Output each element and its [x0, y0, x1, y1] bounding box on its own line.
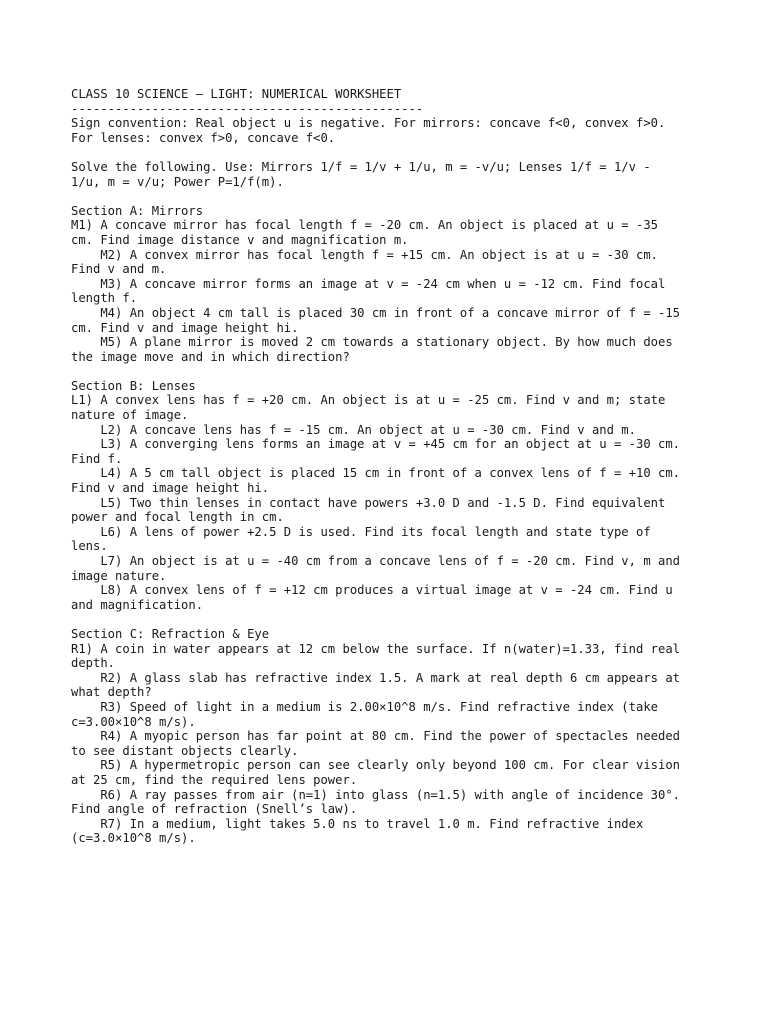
question-line: image nature. — [71, 568, 167, 583]
question — [71, 496, 711, 525]
question-line: (c=3.0×10^8 m/s). — [71, 831, 196, 846]
question-line: R5) A hypermetropic person can see clearly only beyond 100 cm. For clear vision — [71, 758, 681, 773]
blank-line — [71, 145, 711, 160]
question-line: Find angle of refraction (Snell’s law). — [71, 802, 358, 817]
section-heading: Section C: Refraction & Eye — [71, 626, 270, 641]
question-line: nature of image. — [71, 408, 189, 423]
question — [71, 729, 711, 758]
question-line: L2) A concave lens has f = -15 cm. An object at u = -30 cm. Find v and m. — [71, 422, 636, 437]
question — [71, 554, 711, 583]
question — [71, 583, 711, 612]
question-line: R2) A glass slab has refractive index 1.5. A mark at real depth 6 cm appears at — [71, 670, 681, 685]
question-line: Find f. — [71, 451, 123, 466]
sections-container — [71, 189, 711, 846]
question — [71, 248, 711, 277]
question-line: R3) Speed of light in a medium is 2.00×10^8 m/s. Find refractive index (take — [71, 699, 658, 714]
question-line: M5) A plane mirror is moved 2 cm towards a stationary object. By how much does — [71, 335, 673, 350]
question-line: at 25 cm, find the required lens power. — [71, 772, 358, 787]
question — [71, 437, 711, 466]
question-line: L5) Two thin lenses in contact have powers +3.0 D and -1.5 D. Find equivalent — [71, 495, 666, 510]
question-line: length f. — [71, 291, 138, 306]
section — [71, 204, 711, 365]
question-line: L6) A lens of power +2.5 D is used. Find its focal length and state type of — [71, 524, 651, 539]
question-line: Find v and m. — [71, 262, 167, 277]
section — [71, 379, 711, 613]
question-line: R1) A coin in water appears at 12 cm below the surface. If n(water)=1.33, find real — [71, 641, 681, 656]
question-line: depth. — [71, 656, 116, 671]
question — [71, 671, 711, 700]
title-rule: ------------------------------------------------ — [71, 101, 424, 116]
question — [71, 466, 711, 495]
question-line: what depth? — [71, 685, 152, 700]
question — [71, 218, 711, 247]
question — [71, 788, 711, 817]
question-line: L1) A convex lens has f = +20 cm. An object is at u = -25 cm. Find v and m; state — [71, 393, 666, 408]
question — [71, 817, 711, 846]
question-line: M4) An object 4 cm tall is placed 30 cm in front of a concave mirror of f = -15 — [71, 305, 681, 320]
sign-convention-line: Sign convention: Real object u is negative. For mirrors: concave f<0, convex f>0. — [71, 116, 666, 131]
question-line: L7) An object is at u = -40 cm from a concave lens of f = -20 cm. Find v, m and — [71, 554, 681, 568]
question-line: M3) A concave mirror forms an image at v = -24 cm when u = -12 cm. Find focal — [71, 276, 666, 291]
question-line: and magnification. — [71, 597, 204, 612]
question — [71, 423, 711, 438]
question — [71, 306, 711, 335]
blank-line — [71, 189, 711, 204]
question-line: lens. — [71, 539, 108, 554]
question-line: R4) A myopic person has far point at 80 cm. Find the power of spectacles needed — [71, 729, 681, 744]
question-line: M1) A concave mirror has focal length f = -20 cm. An object is placed at u = -35 — [71, 218, 658, 233]
question — [71, 525, 711, 554]
formulas-line: Solve the following. Use: Mirrors 1/f = 1/v + 1/u, m = -v/u; Lenses 1/f = 1/v - — [71, 159, 651, 174]
question-line: Find v and image height hi. — [71, 481, 270, 496]
question-line: cm. Find v and image height hi. — [71, 320, 299, 335]
worksheet-title: CLASS 10 SCIENCE – LIGHT: NUMERICAL WORKSHEET — [71, 87, 402, 101]
question-line: to see distant objects clearly. — [71, 743, 299, 758]
sign-convention-line: For lenses: convex f>0, concave f<0. — [71, 130, 336, 145]
worksheet-document — [71, 87, 711, 846]
section-heading: Section A: Mirrors — [71, 203, 204, 218]
question-line: R7) In a medium, light takes 5.0 ns to travel 1.0 m. Find refractive index — [71, 816, 644, 831]
question — [71, 642, 711, 671]
question — [71, 277, 711, 306]
question — [71, 393, 711, 422]
blank-line — [71, 612, 711, 627]
section — [71, 627, 711, 846]
question-line: L3) A converging lens forms an image at v = +45 cm for an object at u = -30 cm. — [71, 437, 681, 452]
question-line: R6) A ray passes from air (n=1) into glass (n=1.5) with angle of incidence 30°. — [71, 787, 681, 802]
blank-line — [71, 364, 711, 379]
question-line: c=3.00×10^8 m/s). — [71, 714, 196, 729]
question — [71, 335, 711, 364]
question-line: L8) A convex lens of f = +12 cm produces a virtual image at v = -24 cm. Find u — [71, 583, 673, 598]
question-line: power and focal length in cm. — [71, 510, 284, 525]
question-line: cm. Find image distance v and magnification m. — [71, 232, 409, 247]
question-line: L4) A 5 cm tall object is placed 15 cm in front of a convex lens of f = +10 cm. — [71, 466, 681, 481]
formulas-line: 1/u, m = v/u; Power P=1/f(m). — [71, 174, 284, 189]
question-line: the image move and in which direction? — [71, 349, 350, 364]
question-line: M2) A convex mirror has focal length f = +15 cm. An object is at u = -30 cm. — [71, 247, 658, 262]
question — [71, 700, 711, 729]
question — [71, 758, 711, 787]
section-heading: Section B: Lenses — [71, 378, 196, 393]
